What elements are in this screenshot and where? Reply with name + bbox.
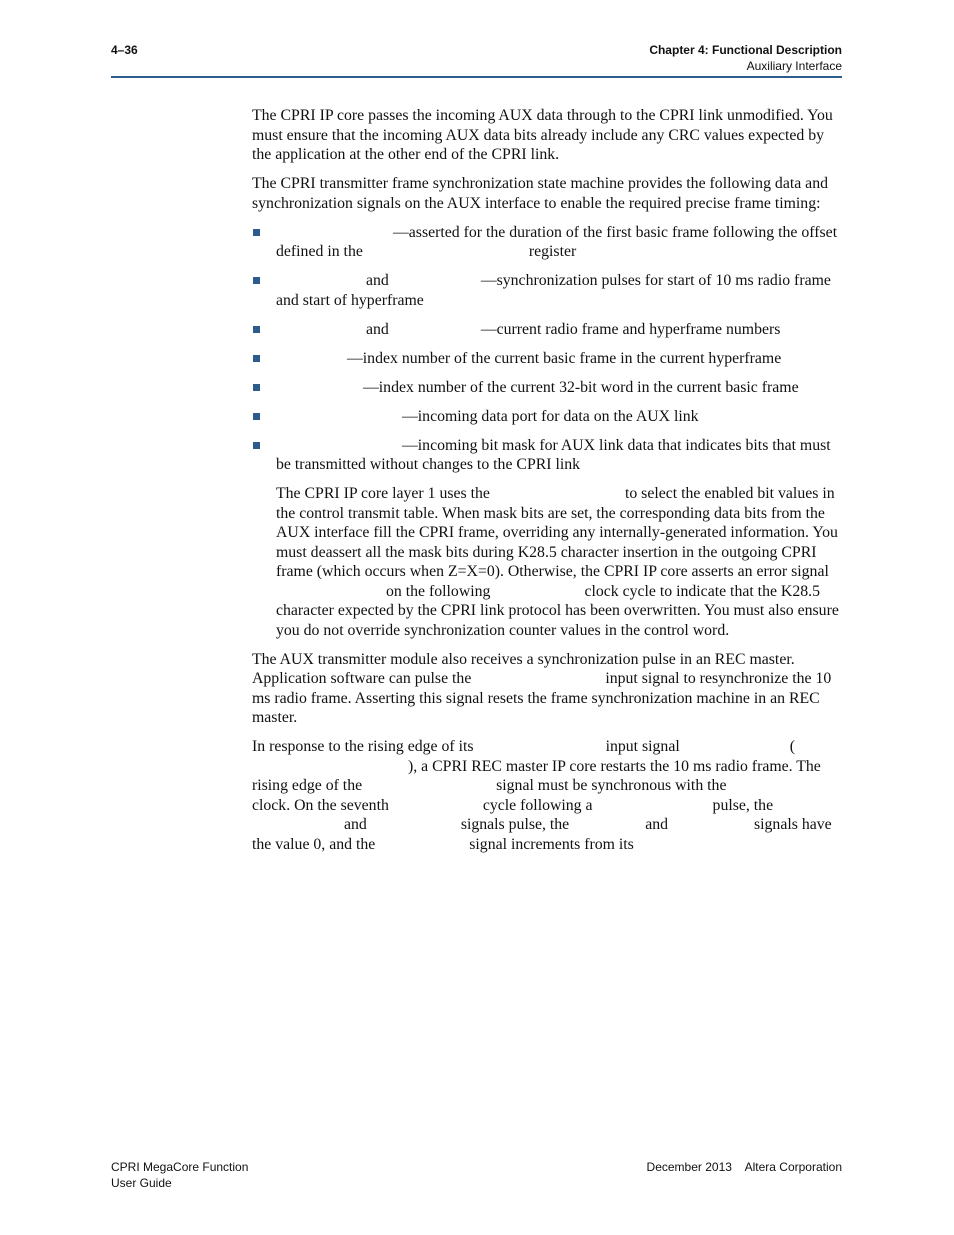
text-run: and: [344, 816, 367, 833]
bullet-text: and: [366, 272, 389, 289]
paragraph: The CPRI transmitter frame synchronization state machine provides the following data and synchronization signals on the AUX interface to enable the required precise frame timing:: [252, 175, 828, 212]
bullet-text: —index number of the current basic frame in the current hyperframe: [347, 349, 782, 367]
list-item: [252, 271, 844, 310]
list-item: [252, 436, 844, 475]
text-run: cycle following a: [482, 796, 593, 814]
text-run: input signal to resynchronize the 10 ms radio frame. Asserting this signal resets the frame synchronization machine in an REC master.: [252, 670, 832, 726]
chapter-title: Chapter 4: Functional Description: [649, 43, 842, 57]
text-run: signal must be synchronous with the: [496, 777, 727, 794]
bullet-square-icon: [253, 229, 260, 236]
bullet-text: —incoming bit mask for AUX link data that indicates bits that must be transmitted without changes to the CPRI link: [276, 436, 831, 473]
footer-doc-title: User Guide: [111, 1176, 172, 1190]
footer-product: CPRI MegaCore Function: [111, 1160, 249, 1174]
text-run: The CPRI IP core layer 1 uses the: [276, 485, 490, 502]
text-run: clock. On the seventh: [252, 796, 389, 814]
bullet-square-icon: [253, 384, 260, 391]
bullet-text: —current radio frame and hyperframe numbers: [480, 320, 781, 338]
list-item: [252, 320, 844, 340]
bullet-text: and: [366, 320, 389, 338]
text-run: on the following: [386, 582, 491, 600]
header-divider: [111, 76, 842, 78]
text-run: signals have the value 0, and the: [252, 816, 832, 853]
bullet-text: —asserted for the duration of the first basic frame following the offset defined in the: [276, 223, 838, 260]
text-run: The AUX transmitter module also receives a synchronization pulse in an REC master. Application software can pulse the: [252, 650, 795, 687]
footer-date-corporation: December 2013 Altera Corporation: [646, 1160, 842, 1174]
page-number: 4–36: [111, 43, 138, 57]
paragraph: [276, 484, 844, 640]
text-run: signal increments from its: [469, 835, 634, 853]
bullet-text: register: [528, 243, 577, 260]
list-item: [252, 378, 844, 398]
bullet-text: —incoming data port for data on the AUX link: [402, 407, 699, 425]
text-run: In response to the rising edge of its: [252, 738, 474, 755]
paragraph: [252, 650, 844, 728]
bullet-square-icon: [253, 277, 260, 284]
text-run: and: [645, 816, 668, 833]
text-run: ), a CPRI REC master IP core restarts the 10 ms radio frame. The rising edge of the: [252, 757, 821, 794]
bullet-text: —synchronization pulses for start of 10 ms radio frame and start of hyperframe: [276, 272, 831, 309]
body-text: [252, 106, 844, 864]
text-run: signals pulse, the: [460, 816, 570, 833]
text-run: (: [789, 738, 795, 755]
text-run: input signal: [605, 738, 680, 755]
text-run: clock cycle to indicate that the K28.5 character expected by the CPRI link protocol has been overwritten. You must also ensure you do not override synchronization counter values in the control word.: [276, 582, 839, 639]
list-item: [252, 407, 844, 427]
text-run: to select the enabled bit values in the control transmit table. When mask bits are set, the corresponding data bits from the AUX interface fill the CPRI frame, overriding any internally-generated information. You must deassert all the mask bits during K28.5 character insertion in the outgoing CPRI frame (which occurs when Z=X=0). Otherwise, the CPRI IP core asserts an error signal: [276, 485, 838, 580]
bullet-square-icon: [253, 355, 260, 362]
page-footer: [111, 1160, 842, 1200]
list-item: [252, 223, 844, 262]
list-item: [252, 349, 844, 369]
bullet-text: —index number of the current 32-bit word in the current basic frame: [363, 378, 799, 396]
text-run: pulse, the: [712, 796, 774, 814]
page-header: [111, 42, 842, 80]
paragraph: [252, 737, 844, 854]
bullet-square-icon: [253, 413, 260, 420]
section-title: Auxiliary Interface: [746, 59, 842, 73]
paragraph: The CPRI IP core passes the incoming AUX data through to the CPRI link unmodified. You must ensure that the incoming AUX data bits already include any CRC values expected by the application at the other end of the CPRI link.: [252, 107, 833, 163]
bullet-square-icon: [253, 442, 260, 449]
bullet-square-icon: [253, 326, 260, 333]
